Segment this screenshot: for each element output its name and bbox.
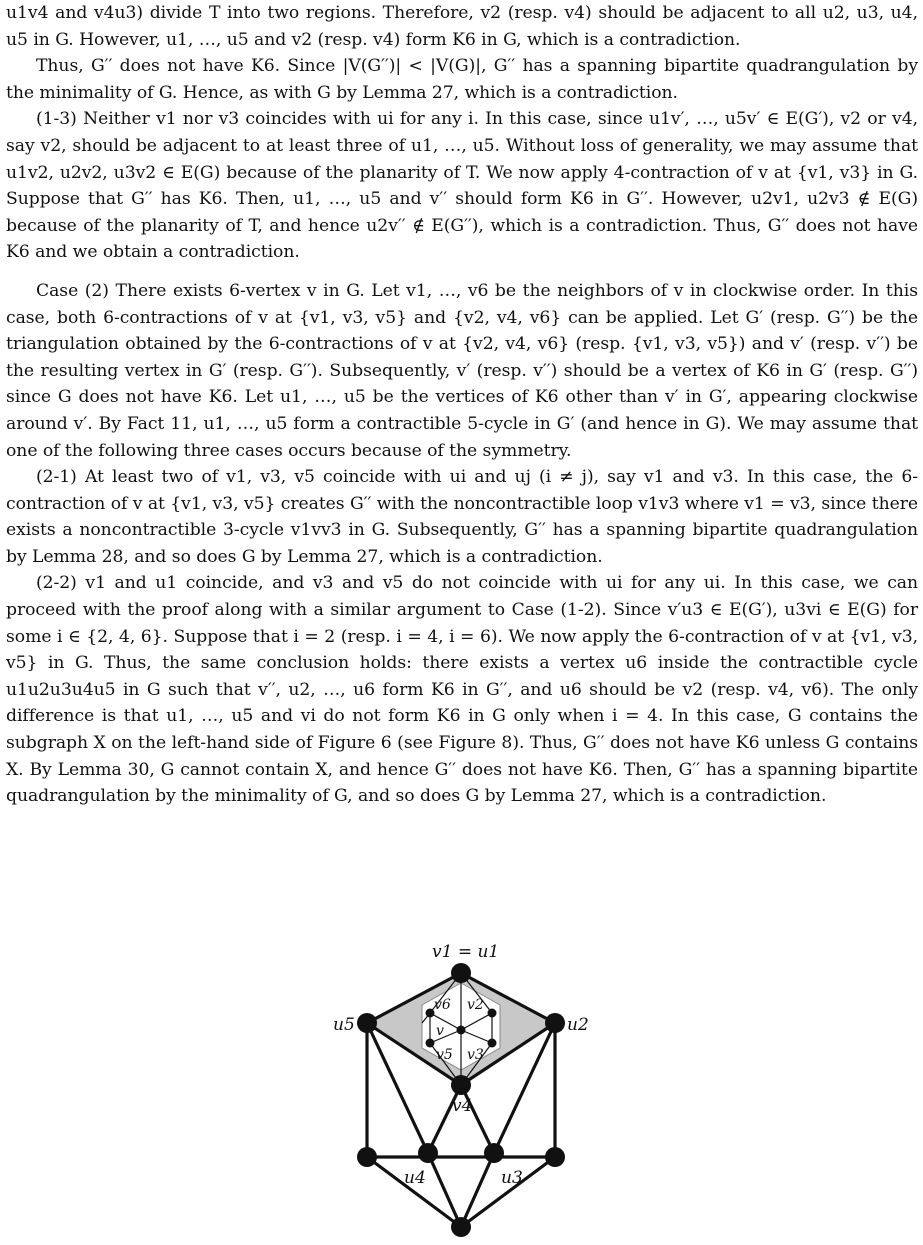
- vertex-v1-u1: [451, 963, 471, 983]
- label-v: v: [436, 1023, 444, 1039]
- label-u4: u4: [404, 1168, 426, 1188]
- label-v4: v4: [452, 1096, 473, 1116]
- paper-page: [6, 0, 918, 810]
- vertex-right-bottom: [545, 1147, 565, 1167]
- vertex-v: [457, 1026, 466, 1035]
- paragraph-case-2-1: (2-1) At least two of v1, v3, v5 coincide with ui and uj (i ≠ j), say v1 and v3. In this case, the 6-contraction of v at {v1, v3, v5} creates G′′ with the noncontractible loop v1v3 where v1 = v3, since there exists a noncontractible 3-cycle v1vv3 in G. Subsequently, G′′ has a spanning bipartite quadrangulation by Lemma 28, and so does G by Lemma 27, which is a contradiction.: [6, 467, 919, 567]
- paragraph-thus: Thus, G′′ does not have K6. Since |V(G′′)| < |V(G)|, G′′ has a spanning bipartite quadrangulation by the minimality of G. Hence, as with G by Lemma 27, which is a contradiction.: [6, 56, 918, 103]
- label-u2: u2: [567, 1015, 589, 1035]
- vertex-u4: [418, 1143, 438, 1163]
- label-u3: u3: [501, 1168, 523, 1188]
- label-v2: v2: [467, 997, 484, 1013]
- vertex-u2: [545, 1013, 565, 1033]
- vertex-v3: [488, 1039, 497, 1048]
- vertex-v2: [488, 1009, 497, 1018]
- graph-figure: [0, 935, 923, 1241]
- paragraph-case-1-3: (1-3) Neither v1 nor v3 coincides with ui for any i. In this case, since u1v′, …, u5v′ ∈ E(G′), v2 or v4, say v2, should be adjacent to at least three of u1, …, u5. Without loss of generality, we may assume that u1v2, u2v2, u3v2 ∈ E(G) because of the planarity of T. We now apply 4-contraction of v at {v1, v3} in G. Suppose that G′′ has K6. Then, u1, …, u5 and v′′ should form K6 in G′′. However, u2v1, u2v3 ∉ E(G) because of the planarity of T, and hence u2v′′ ∉ E(G′′), which is a contradiction. Thus, G′′ does not have K6 and we obtain a contradiction.: [6, 109, 918, 263]
- label-v5: v5: [436, 1047, 453, 1063]
- vertex-left-bottom: [357, 1147, 377, 1167]
- vertex-v4: [451, 1075, 471, 1095]
- paragraph-case-2: Case (2) There exists 6-vertex v in G. Let v1, …, v6 be the neighbors of v in clockwise order. In this case, both 6-contractions of v at {v1, v3, v5} and {v2, v4, v6} can be applied. Let G′ (resp. G′′) be the triangulation obtained by the 6-contractions of v at {v2, v4, v6} (resp. {v1, v3, v5}) and v′ (resp. v′′) be the resulting vertex in G′ (resp. G′′). Subsequently, v′ (resp. v′′) should be a vertex of K6 in G′ (resp. G′′) since G does not have K6. Let u1, …, u5 be the vertices of K6 other than v′ in G′, appearing clockwise around v′. By Fact 11, u1, …, u5 form a contractible 5-cycle in G′ (and hence in G). We may assume that one of the following three cases occurs because of the symmetry.: [6, 280, 918, 461]
- label-v3: v3: [467, 1047, 484, 1063]
- figure: [0, 935, 923, 1241]
- label-u5: u5: [333, 1015, 355, 1035]
- vertex-bottom: [451, 1217, 471, 1237]
- vertex-u3: [484, 1143, 504, 1163]
- paragraph-continuation: u1v4 and v4u3) divide T into two regions. Therefore, v2 (resp. v4) should be adjacent to all u2, u3, u4, u5 in G. However, u1, …, u5 and v2 (resp. v4) form K6 in G, which is a contradiction.: [6, 3, 918, 50]
- vertex-u5: [357, 1013, 377, 1033]
- label-v6: v6: [434, 997, 451, 1013]
- vertex-v5: [426, 1039, 435, 1048]
- paragraph-case-2-2: (2-2) v1 and u1 coincide, and v3 and v5 do not coincide with ui for any ui. In this case, we can proceed with the proof along with a similar argument to Case (1-2). Since v′u3 ∈ E(G′), u3vi ∈ E(G) for some i ∈ {2, 4, 6}. Suppose that i = 2 (resp. i = 4, i = 6). We now apply the 6-contraction of v at {v1, v3, v5} in G. Thus, the same conclusion holds: there exists a vertex u6 inside the contractible cycle u1u2u3u4u5 in G such that v′′, u2, …, u6 form K6 in G′′, and u6 should be v2 (resp. v4, v6). The only difference is that u1, …, u5 and vi do not form K6 in G only when i = 4. In this case, G contains the subgraph X on the left-hand side of Figure 6 (see Figure 8). Thus, G′′ does not have K6 unless G contains X. By Lemma 30, G cannot contain X, and hence G′′ does not have K6. Then, G′′ has a spanning bipartite quadrangulation by the minimality of G, and so does G by Lemma 27, which is a contradiction.: [6, 573, 918, 807]
- label-top: v1 = u1: [432, 942, 500, 962]
